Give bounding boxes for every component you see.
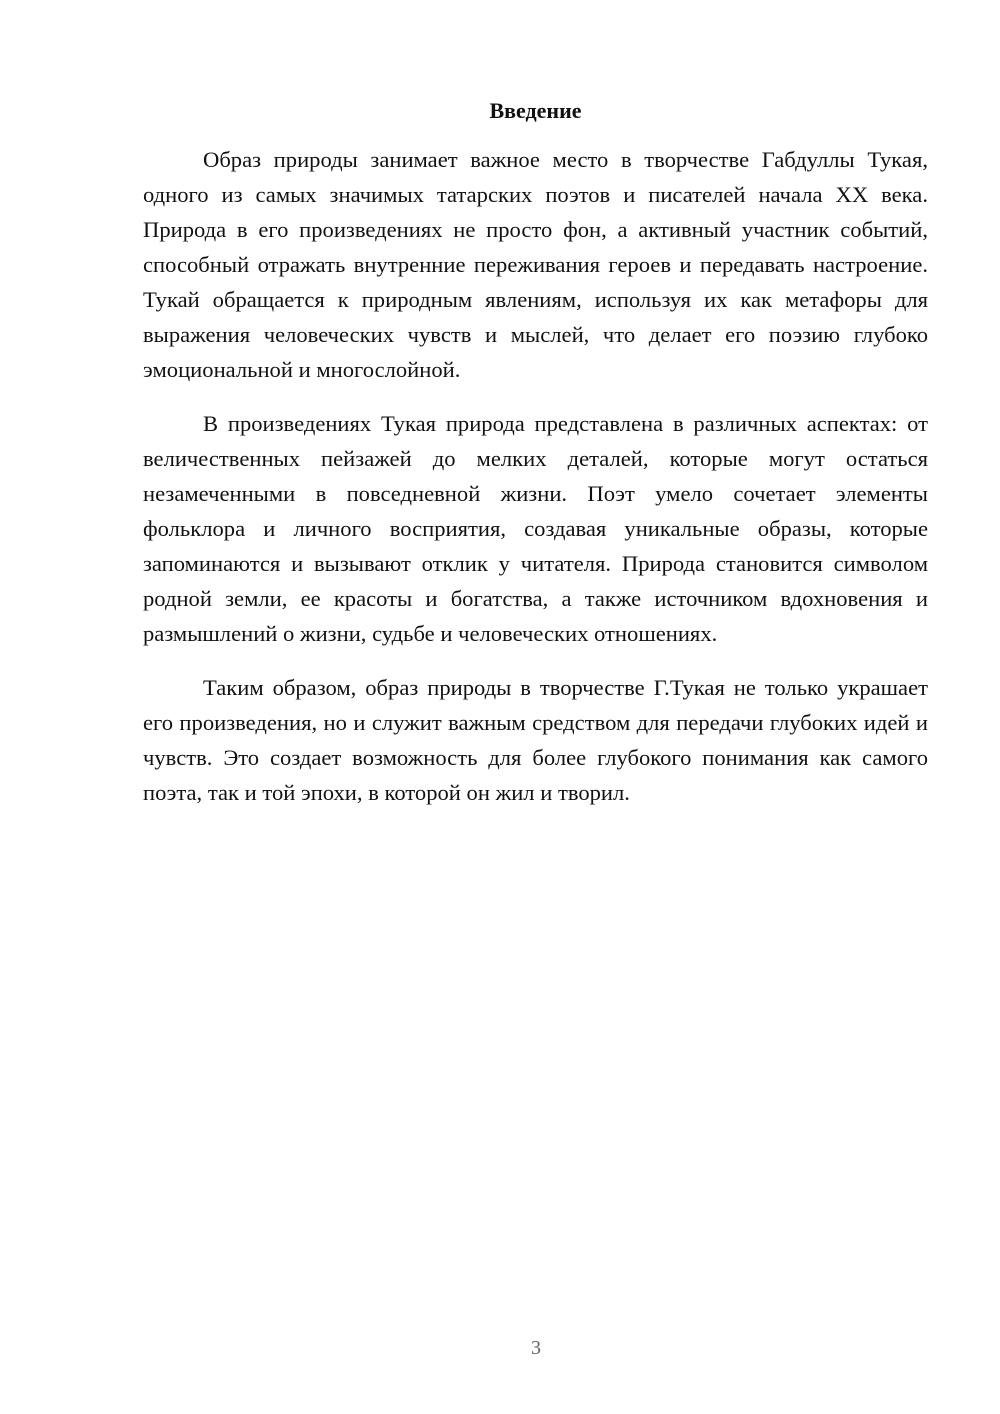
page-title: Введение — [489, 98, 582, 123]
paragraph-3: Таким образом, образ природы в творчестве Г.Тукая не только украшает его произведения, но и служит важным средством для передачи глубоких идей и чувств. Это создает возможность для более глубокого понимания как самого поэта, так и той эпохи, в которой он жил и творил. — [143, 675, 928, 805]
body-text — [143, 142, 928, 829]
page-number: 3 — [531, 1337, 541, 1359]
paragraph-2: В произведениях Тукая природа представлена в различных аспектах: от величественных пейзажей до мелких деталей, которые могут остаться незамеченными в повседневной жизни. Поэт умело сочетает элементы фольклора и личного восприятия, создавая уникальные образы, которые запоминаются и вызывают отклик у читателя. Природа становится символом родной земли, ее красоты и богатства, а также источником вдохновения и размышлений о жизни, судьбе и человеческих отношениях. — [143, 411, 928, 646]
paragraph-1: Образ природы занимает важное место в творчестве Габдуллы Тукая, одного из самых значимых татарских поэтов и писателей начала XX века. Природа в его произведениях не просто фон, а активный участник событий, способный отражать внутренние переживания героев и передавать настроение. Тукай обращается к природным явлениям, используя их как метафоры для выражения человеческих чувств и мыслей, что делает его поэзию глубоко эмоциональной и многослойной. — [143, 147, 928, 382]
